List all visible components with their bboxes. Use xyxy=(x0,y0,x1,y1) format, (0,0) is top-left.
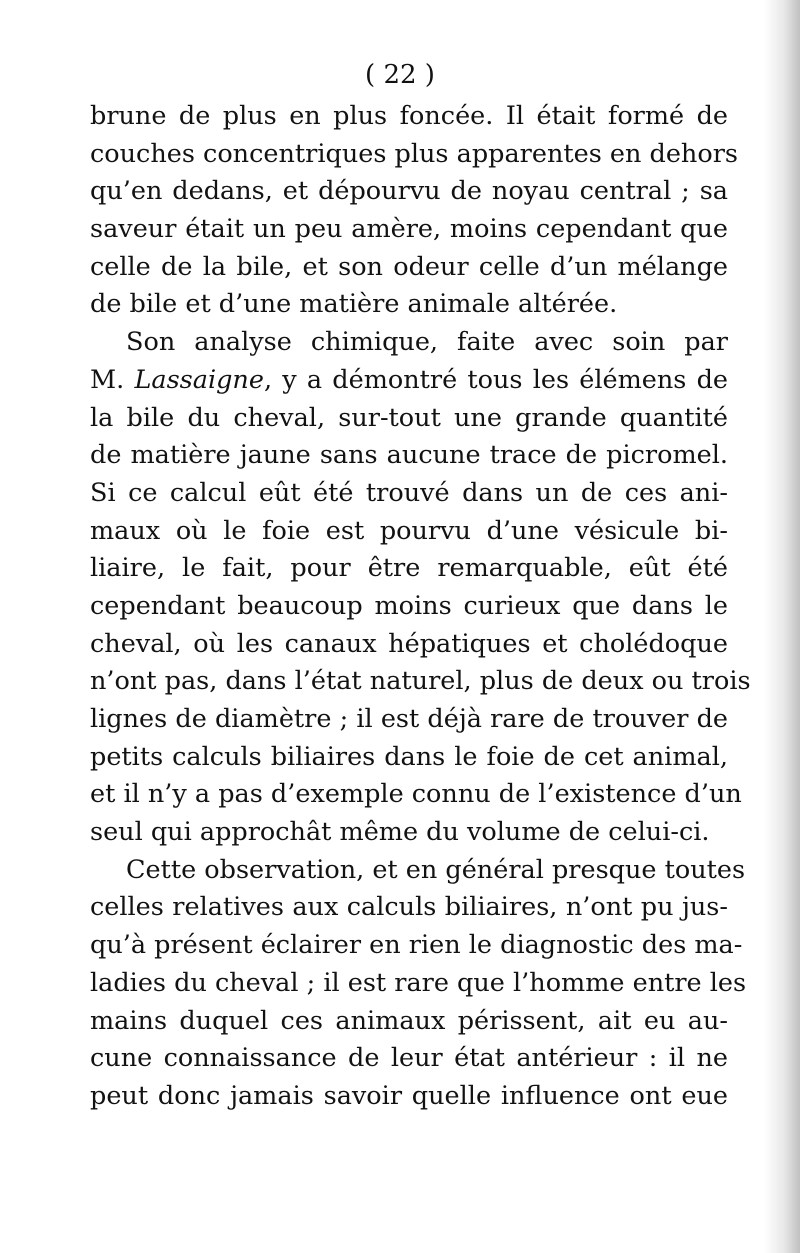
text-line: Si ce calcul eût été trouvé dans un de ces ani- xyxy=(90,477,728,508)
text-line: ladies du cheval ; il est rare que l’homme entre les xyxy=(90,967,747,998)
text-line: de matière jaune sans aucune trace de picromel. xyxy=(90,440,728,471)
text-line: mains duquel ces animaux périssent, ait eu au- xyxy=(90,1005,728,1036)
text-line: petits calculs biliaires dans le foie de cet animal, xyxy=(90,741,728,772)
text-line: brune de plus en plus foncée. Il était formé de xyxy=(90,101,728,131)
text-line: saveur était un peu amère, moins cependant que xyxy=(90,214,728,245)
text-line: seul qui approchât même du volume de celui-ci. xyxy=(90,817,710,848)
body-text xyxy=(90,98,751,1116)
page-edge-shadow xyxy=(764,0,800,1253)
text-line: maux où le foie est pourvu d’une vésicule bi- xyxy=(90,515,728,546)
text-line: de bile et d’une matière animale altérée. xyxy=(90,289,618,320)
author-name: Lassaigne xyxy=(134,364,264,395)
name-suffix: , y a démontré tous les élémens de xyxy=(263,364,729,395)
text-line-with-name xyxy=(90,362,728,400)
text-line: qu’à présent éclairer en rien le diagnostic des ma- xyxy=(90,930,743,961)
paragraph-3 xyxy=(90,852,747,1116)
text-line: cheval, où les canaux hépatiques et cholédoque xyxy=(90,628,728,659)
text-line: celle de la bile, et son odeur celle d’un mélange xyxy=(90,251,728,282)
text-line: celles relatives aux calculs biliaires, n’ont pu jus- xyxy=(90,892,728,923)
text-line: et il n’y a pas d’exemple connu de l’existence d’un xyxy=(90,779,742,810)
page-number: ( 22 ) xyxy=(365,60,435,90)
paragraph-2 xyxy=(90,324,751,852)
name-prefix: M. xyxy=(90,364,135,395)
text-line: couches concentriques plus apparentes en dehors xyxy=(90,138,738,169)
text-line: qu’en dedans, et dépourvu de noyau central ; sa xyxy=(90,176,728,207)
paragraph-1 xyxy=(90,98,738,324)
text-line: Cette observation, et en général presque toutes xyxy=(126,854,746,885)
text-line: cune connaissance de leur état antérieur : il ne xyxy=(90,1043,728,1074)
text-line: liaire, le fait, pour être remarquable, eût été xyxy=(90,553,728,584)
text-line: n’ont pas, dans l’état naturel, plus de deux ou trois xyxy=(90,666,751,697)
text-line: Son analyse chimique, faite avec soin par xyxy=(126,327,728,358)
text-line: peut donc jamais savoir quelle influence ont eue xyxy=(90,1080,728,1111)
text-line: la bile du cheval, sur-tout une grande quantité xyxy=(90,402,728,433)
text-line: lignes de diamètre ; il est déjà rare de trouver de xyxy=(90,704,728,734)
text-line: cependant beaucoup moins curieux que dans le xyxy=(90,590,728,621)
